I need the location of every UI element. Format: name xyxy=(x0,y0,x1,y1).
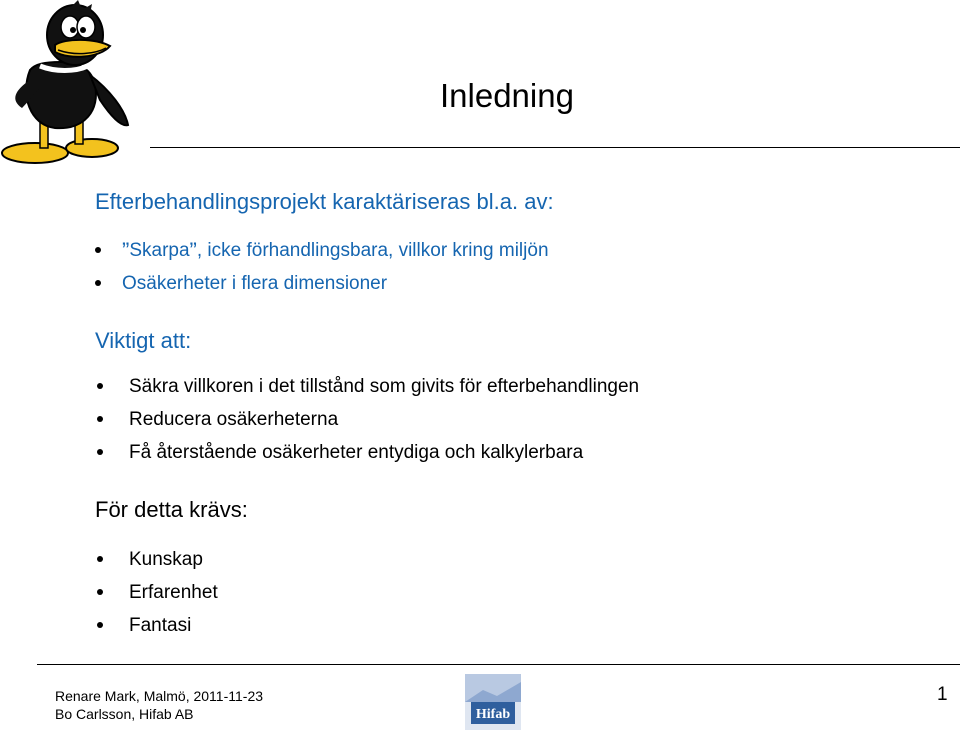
bullet-icon xyxy=(97,556,103,562)
requirements-list xyxy=(95,543,218,642)
bullet-icon xyxy=(95,280,101,286)
important-list xyxy=(95,370,639,469)
bullet-icon xyxy=(97,383,103,389)
section-heading-important: Viktigt att: xyxy=(95,328,192,353)
page-number: 1 xyxy=(937,684,948,705)
list-item: Få återstående osäkerheter entydiga och kalkylerbara xyxy=(95,436,639,469)
title-divider xyxy=(150,147,960,148)
slide-title: Inledning xyxy=(440,77,574,114)
section-heading-requirements: För detta krävs: xyxy=(95,497,248,522)
bullet-icon xyxy=(95,247,101,253)
list-item: Reducera osäkerheterna xyxy=(95,403,639,436)
characteristics-list xyxy=(95,234,549,300)
bullet-icon xyxy=(97,622,103,628)
footer-divider xyxy=(37,664,960,665)
footer-author: Bo Carlsson, Hifab AB xyxy=(55,706,194,722)
hifab-logo-icon xyxy=(463,672,523,732)
logo-text: Hifab xyxy=(475,707,511,722)
list-item: Osäkerheter i flera dimensioner xyxy=(95,267,549,300)
list-item: Kunskap xyxy=(95,543,218,576)
list-item: Fantasi xyxy=(95,609,218,642)
section-heading-characteristics: Efterbehandlingsprojekt karaktäriseras bl.a. av: xyxy=(95,189,554,214)
bullet-icon xyxy=(97,416,103,422)
list-item: Erfarenhet xyxy=(95,576,218,609)
list-item: Säkra villkoren i det tillstånd som givits för efterbehandlingen xyxy=(95,370,639,403)
footer-event: Renare Mark, Malmö, 2011-11-23 xyxy=(55,688,264,704)
bullet-icon xyxy=(97,589,103,595)
cartoon-duck-icon xyxy=(0,0,150,170)
bullet-icon xyxy=(97,449,103,455)
list-item: ”Skarpa”, icke förhandlingsbara, villkor kring miljön xyxy=(95,234,549,267)
